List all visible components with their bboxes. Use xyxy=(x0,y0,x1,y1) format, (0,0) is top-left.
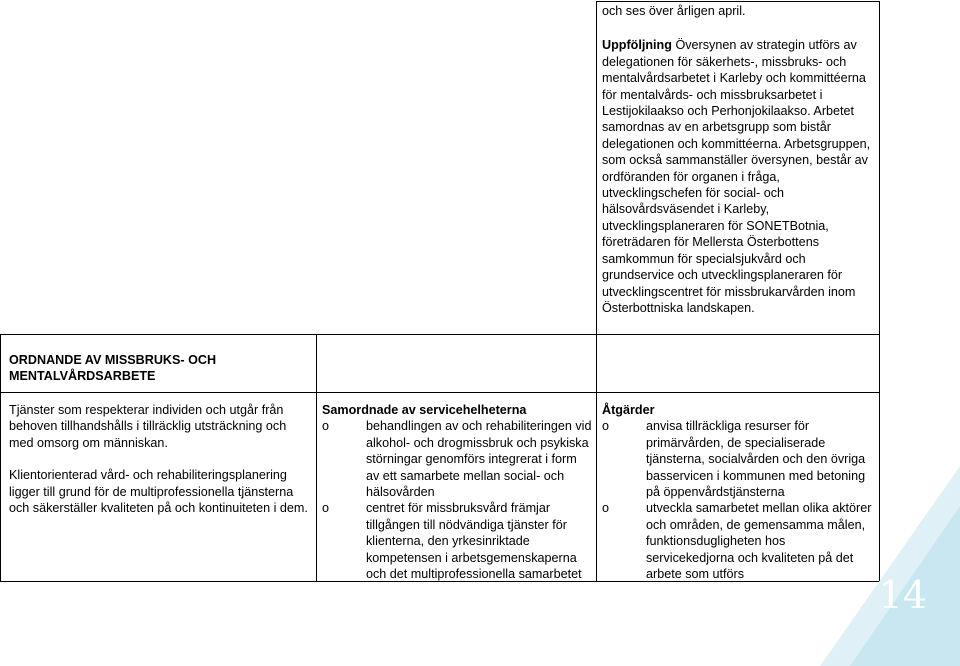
list-item-text: anvisa tillräckliga resurser för primärvården, de specialiserade tjänsterna, socialvården och den övriga basservicen i kommunen med betoning på öppenvårdstjänsterna xyxy=(646,419,866,500)
header-row-bottom-border xyxy=(0,392,880,393)
list-item xyxy=(322,418,592,500)
col2-cell xyxy=(322,402,592,582)
section-top-border xyxy=(0,334,880,335)
list-item xyxy=(322,500,592,582)
top-right-cell xyxy=(602,3,874,316)
list-item-text: utveckla samarbetet mellan olika aktörer och områden, de gemensamma målen, funktionsdugligheten hos servicekedjorna och kvaliteten på det arbete som utförs xyxy=(646,501,872,582)
section-heading-cell xyxy=(9,352,309,385)
table-left-border-top xyxy=(596,1,597,334)
col2-heading: Samordnade av servicehelheterna xyxy=(322,403,527,417)
col2-col3-divider xyxy=(596,334,597,581)
bullet-icon: o xyxy=(322,419,330,434)
continued-text: och ses över årligen april. xyxy=(602,4,746,18)
col1-col2-divider xyxy=(316,334,317,581)
table-top-border xyxy=(596,1,880,2)
page-number: 14 xyxy=(878,573,927,617)
bullet-icon: o xyxy=(322,501,330,516)
col3-heading: Åtgärder xyxy=(602,403,655,417)
followup-text: Översynen av strategin utförs av delegationen för säkerhets-, missbruks- och mentalvårdsarbetet i Karleby och kommittéerna för mentalvårds- och missbruksarbetet i Lestijokilaakso och Perhonjokilaakso. Arbetet samordnas av en arbetsgrupp som bistår delegationen och kommittéerna. Arbetsgruppen, som också sammanställer översynen, består av ordföranden för organen i fråga, utvecklingschefen för social- och hälsovårdsväsendet i Karleby, utvecklingsplaneraren för SONETBotnia, företrädaren för Mellersta Österbottens samkommun för specialsjukvård och grundservice och utvecklingsplaneraren för utvecklingscentret för missbrukarvården inom Österbottniska landskapen. xyxy=(602,38,871,315)
col2-list xyxy=(322,418,592,582)
page-corner-decoration xyxy=(820,466,960,666)
col1-cell xyxy=(9,402,309,516)
bullet-icon: o xyxy=(602,419,610,434)
table-left-border xyxy=(0,334,1,581)
col1-paragraph-1: Tjänster som respekterar individen och utgår från behoven tillhandshålls i tillräcklig utsträckning och med omsorg om människan. xyxy=(9,403,287,450)
list-item-text: centret för missbruksvård främjar tillgången till nödvändiga tjänster för klienterna, den yrkesinriktade kompetensen i arbetsgemenskaperna och det multiprofessionella samarbetet xyxy=(366,501,582,582)
col1-paragraph-2: Klientorienterad vård- och rehabiliteringsplanering ligger till grund för de multiprofessionella tjänsterna och säkerställer kvaliteten på och kontinuiteten i dem. xyxy=(9,468,308,516)
list-item-text: behandlingen av och rehabiliteringen vid alkohol- och drogmissbruk och psykiska störningar genomförs integrerat i form av ett samarbete mellan social- och hälsovården xyxy=(366,419,592,500)
followup-label: Uppföljning xyxy=(602,38,672,53)
bullet-icon: o xyxy=(602,501,610,516)
section-heading: ORDNANDE AV MISSBRUKS- OCH MENTALVÅRDSARBETE xyxy=(9,353,217,384)
followup-paragraph xyxy=(602,37,874,316)
